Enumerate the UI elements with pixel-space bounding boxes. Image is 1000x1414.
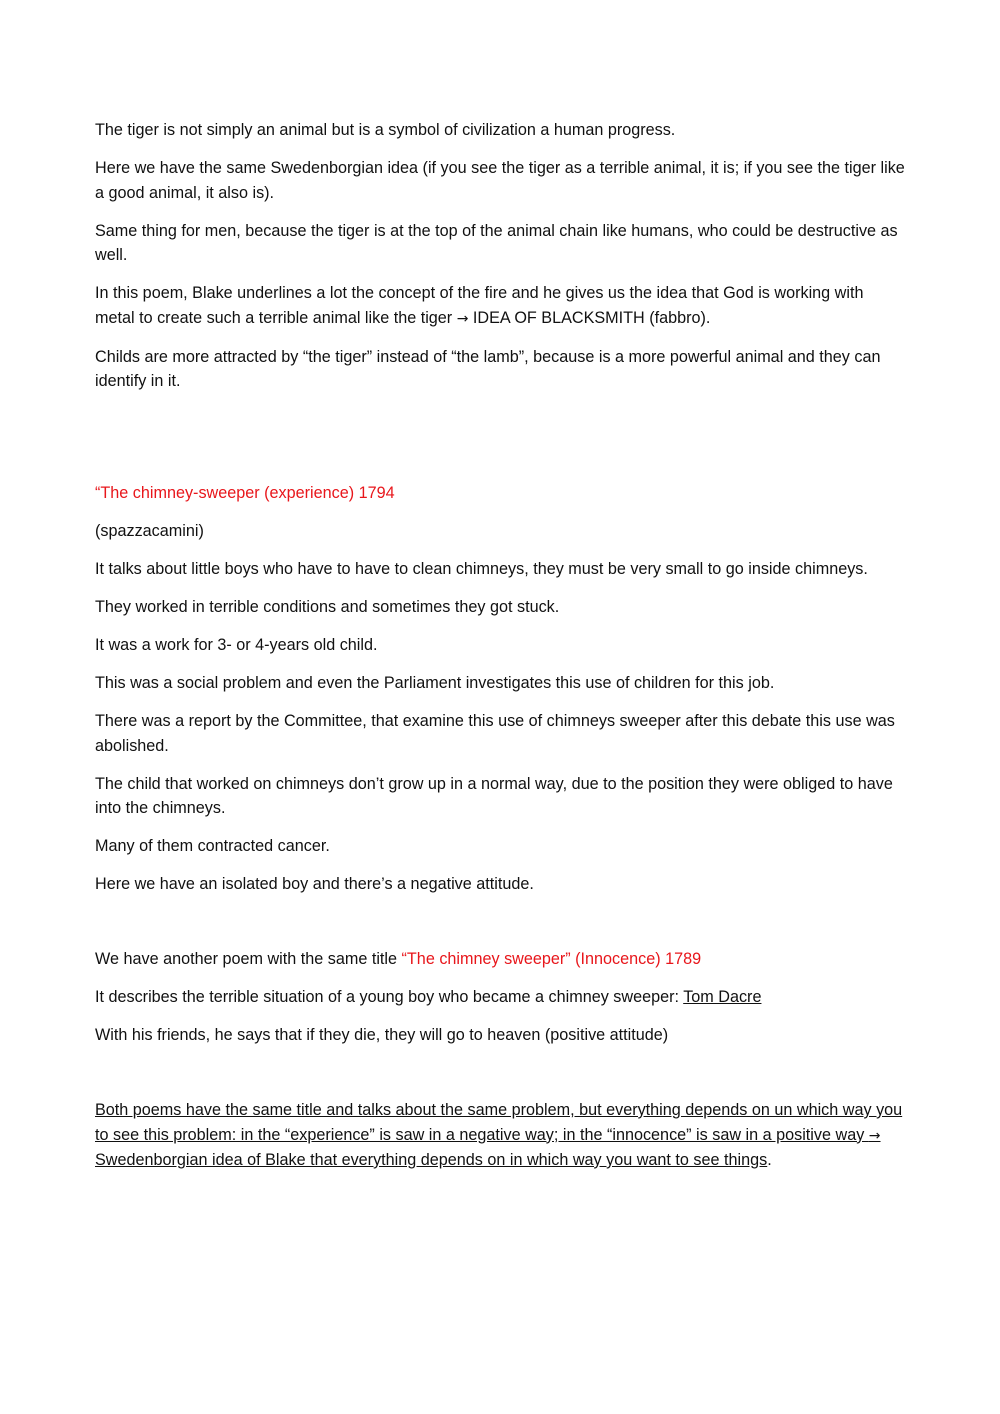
- paragraph-innocence-intro: [95, 947, 907, 972]
- paragraph-men: Same thing for men, because the tiger is at the top of the animal chain like humans, who could be destructive as well.: [95, 221, 898, 264]
- spacer: [95, 1061, 907, 1098]
- experience-line: This was a social problem and even the Parliament investigates this use of children for this job.: [95, 674, 775, 692]
- paragraph-tiger-symbol: The tiger is not simply an animal but is a symbol of civilization a human progress.: [95, 121, 676, 139]
- paragraph-conclusion: [95, 1098, 907, 1173]
- conclusion-period: .: [767, 1151, 772, 1169]
- blacksmith-text: In this poem, Blake underlines a lot the concept of the fire and he gives us the idea that God is working with metal to create such a terrible animal like the tiger: [95, 284, 864, 327]
- paragraph-friends: With his friends, he says that if they die, they will go to heaven (positive attitude): [95, 1026, 669, 1044]
- right-arrow-icon: →: [868, 1127, 881, 1144]
- section-subtitle: (spazzacamini): [95, 522, 204, 540]
- experience-line: They worked in terrible conditions and sometimes they got stuck.: [95, 598, 560, 616]
- section-title-experience: “The chimney-sweeper (experience) 1794: [95, 484, 395, 502]
- experience-line: It was a work for 3- or 4-years old child.: [95, 636, 378, 654]
- spacer: [95, 910, 907, 947]
- paragraph-swedenborgian-idea: Here we have the same Swedenborgian idea (if you see the tiger as a terrible animal, it is; if you see the tiger like a good animal, it also is).: [95, 159, 905, 202]
- section-title-innocence: “The chimney sweeper” (Innocence) 1789: [401, 950, 702, 968]
- experience-line: The child that worked on chimneys don’t grow up in a normal way, due to the position they were obliged to have into the chimneys.: [95, 774, 893, 817]
- document-page: [95, 118, 907, 1186]
- conclusion-text: Both poems have the same title and talks about the same problem, but everything depends on un which way you to see this problem: in the “experience” is saw in a negative way; in the “innocence” is saw in a positive way: [95, 1101, 903, 1144]
- right-arrow-icon: →: [456, 310, 469, 327]
- experience-line: There was a report by the Committee, that examine this use of chimneys sweeper after this debate this use was abolished.: [95, 712, 895, 755]
- experience-line: It talks about little boys who have to have to clean chimneys, they must be very small to go inside chimneys.: [95, 560, 868, 578]
- spacer: [95, 407, 907, 481]
- paragraph-blacksmith: [95, 281, 907, 331]
- paragraph-childs: Childs are more attracted by “the tiger” instead of “the lamb”, because is a more powerful animal and they can identify in it.: [95, 347, 881, 390]
- tom-dacre-name: Tom Dacre: [683, 988, 762, 1006]
- describes-text: It describes the terrible situation of a young boy who became a chimney sweeper:: [95, 988, 684, 1006]
- experience-line: Here we have an isolated boy and there’s a negative attitude.: [95, 875, 534, 893]
- paragraph-tom-dacre: [95, 985, 907, 1010]
- conclusion-swedenborgian: Swedenborgian idea of Blake that everything depends on in which way you want to see things: [95, 1151, 768, 1169]
- blacksmith-label: IDEA OF BLACKSMITH (fabbro).: [468, 308, 711, 327]
- experience-line: Many of them contracted cancer.: [95, 837, 330, 855]
- innocence-intro-text: We have another poem with the same title: [95, 950, 402, 968]
